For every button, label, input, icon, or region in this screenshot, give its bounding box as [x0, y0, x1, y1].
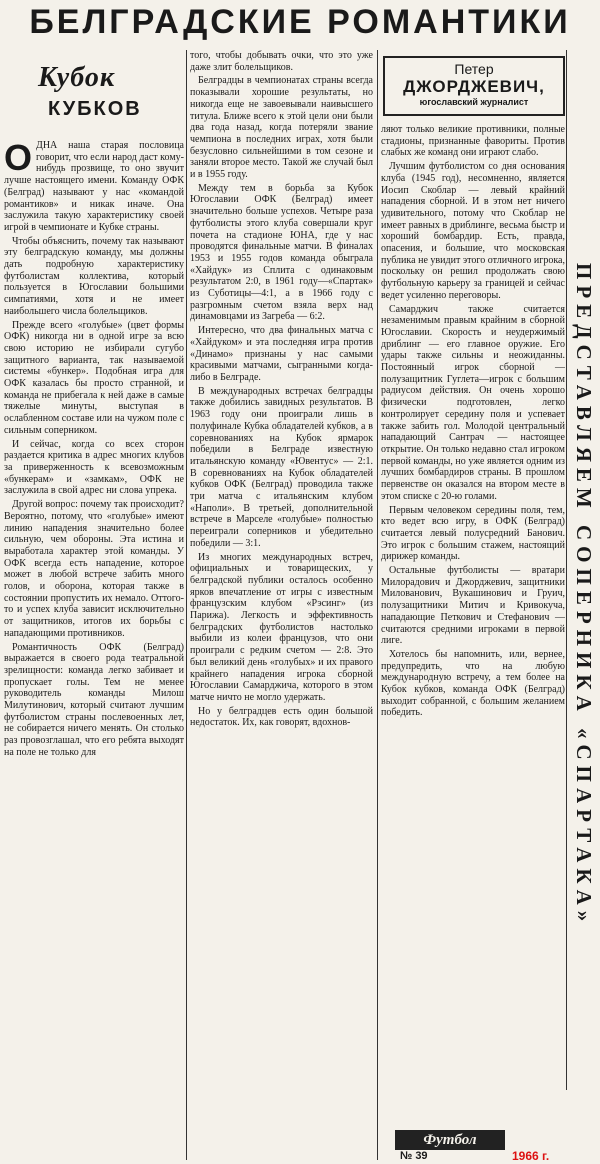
author-first-name: Петер [454, 61, 494, 77]
vertical-heading: ПРЕДСТАВЛЯЕМ СОПЕРНИКА «СПАРТАКА» [572, 262, 596, 928]
rubric-logo [8, 62, 180, 132]
paragraph: ДНА наша старая пословица говорит, что если народ даст кому-нибудь прозвище, то оно звучит лучше настоящего имени. Команду ОФК (Белград) называют у нас «командой романтиков» и никак иначе. Она заслужила такую характеристику своей игрой в чемпионате и Кубке страны. [4, 140, 184, 233]
column-divider [377, 50, 378, 1160]
paragraph: Самарджич также считается незаменимым правым крайним в сборной Югославии. Скорость и неудержимый дриблинг — его главное оружие. Его удары также сильны и неожиданны. Постоянный игрок сборной — полузащитник Гуглета—игрок с большим радиусом действия. Он очень хорошо физически подготовлен, легко контролирует середину поля и успевает также забить гол. Молодой центральный нападающий Сантрач — настоящее открытие. Он только недавно стал игроком первой команды, но уже является одним из лучших бомбардиров страны. В прошлом первенстве он оказался на втором месте в этом списке с 20-ю голами. [381, 303, 565, 502]
paragraph: Но у белградцев есть один большой недостаток. Их, как говорят, вдохнов- [190, 705, 373, 729]
paragraph: Хотелось бы напомнить, или, вернее, предупредить, что на любую международную встречу, а тем более на Кубок кубков, команда ОФК (Белград) выходит собранной, с большим желанием победить. [381, 648, 565, 719]
author-box [383, 56, 565, 116]
paragraph: Остальные футболисты — вратари Милорадович и Джорджевич, защитники Милованович, Вукашинович и Груич, полузащитники Митич и Кривокуча, нападающие Петкович и Стефанович — считаются средними игроками в первой лиге. [381, 565, 565, 647]
paragraph: Белградцы в чемпионатах страны всегда показывали хорошие результаты, но никогда еще не завоевывали наивысшего титула. Ближе всего к этой цели они были два года назад, когда потеряли звание чемпиона в последних играх, хотя были безусловно сильнейшими в том сезоне и заняли второе место. Такой же случай был и в 1955 году. [190, 75, 373, 181]
paragraph: Из многих международных встреч, официальных и товарищеских, у белградской публики осталось особенно ярков впечатление от игры с известным французским клубом «Рэсинг» (из Парижа). Легкость и эффективность белградских футболистов настолько выбили из колеи французов, что они проиграли с редким счетом — 2:8. Это был великий день «голубых» и их правого крайнего нападения игрока сборной Югославии Самарджича, которого в этом матче ничто не могло удержать. [190, 551, 373, 703]
paragraph: ляют только великие противники, полные стадионы, признанные фавориты. Против слабых же команд они играют слабо. [381, 124, 565, 159]
author-role: югославский журналист [419, 97, 529, 107]
paragraph: Другой вопрос: почему так происходит? Вероятно, потому, что «голубые» имеют линию нападения значительно более сильную, чем обороны. Эта истина и выработала характер этой команды. У ОФК всегда есть нападение, которое может в любой встрече забить много голов, и оборона, которая также в состоянии пропустить их немало. Оттого-то и успех клуба зависит исключительно от защитников, итогов их борьбы с нападающими противников. [4, 499, 184, 639]
paragraph: Интересно, что два финальных матча с «Хайдуком» и эта последняя игра против «Динамо» признаны у нас самыми красивыми матчами, сыгранными когда-либо в Белграде. [190, 325, 373, 383]
paragraph: Чтобы объяснить, почему так называют эту белградскую команду, мы должны дать подробную характеристику футболистам коллектива, который пользуется в Югославии большими симпатиями, хотя и не имеет наибольшего числа болельщиков. [4, 235, 184, 317]
paragraph: того, чтобы добывать очки, что это уже даже злит болельщиков. [190, 50, 373, 73]
paragraph: И сейчас, когда со всех сторон раздается критика в адрес многих клубов за приверженность к всевозможным «бункерам» и «замкам», ОФК не заслужила в свой адрес ни слова упрека. [4, 438, 184, 497]
magazine-logo: Футбол [395, 1130, 505, 1150]
column-divider [186, 50, 187, 1160]
article-column-3 [381, 124, 565, 1074]
paragraph: Первым человеком середины поля, тем, кто ведет всю игру, в ОФК (Белград) считается левый полусредний Банович. Это игрок с большим стажем, настоящий дирижер команды. [381, 504, 565, 563]
column-divider [566, 50, 567, 1090]
paragraph: Прежде всего «голубые» (цвет формы ОФК) никогда ни в одной игре за всю свою историю не избирали сугубо защитного варианта, так называемой системы «бункер». Подобная игра для ОФК казалась бы просто странной, и команда не прибегала к ней даже в самые тяжелые минуты, выступая в ослабленном составе или на чужом поле с сильным соперником. [4, 319, 184, 436]
issue-number: № 39 [400, 1150, 428, 1162]
paragraph: В международных встречах белградцы также добились завидных результатов. В 1963 году они проиграли лишь в полуфинале Кубка обладателей кубков, а в соревнованиях на Кубок ярмарок победили в Белграде известную итальянскую команду «Ювентус» — 2:1. В соревнованиях на Кубок обладателей кубков ОФК (Белград) проводила также три матча с итальянским клубом «Наполи». В третьей, дополнительной встрече в Марселе «голубые» полностью переиграли соперников и убедительно победили — 3:1. [190, 385, 373, 549]
rubric-line2: КУБКОВ [48, 98, 142, 120]
paragraph: Между тем в борьба за Кубок Югославии ОФК (Белград) имеет значительно больше успехов. Четыре раза футболисты этого клуба совершали круг почета на стадионе ЮНА, где у нас проводятся финальные матчи. В финалах 1953 и 1955 годов команда обыграла «Хайдук» из Сплита с одинаковым результатом 2:0, в 1961 году—«Спартак» из Суботицы—4:1, а в 1966 году с разгромным счетом взяла верх над динамовцами из Загреба — 6:2. [190, 182, 373, 323]
author-last-name: ДЖОРДЖЕВИЧ, [403, 77, 545, 96]
paragraph: Лучшим футболистом со дня основания клуба (1945 год), несомненно, является Иосип Скоблар — левый крайний нападения сборной. И в этом нет ничего удивительного, потому что Скоблар не имеет равных в дриблинге, весьма быстр и хороший бомбардир. Есть, правда, опасения, и большие, что московская публика не увидит этого отличного игрока, поскольку он решил продолжать свою футбольную карьеру за границей и сейчас ведет усиленно переговоры. [381, 161, 565, 301]
rubric-line1: Кубок [38, 62, 116, 93]
article-column-1 [4, 140, 184, 1160]
article-title: БЕЛГРАДСКИЕ РОМАНТИКИ [29, 3, 571, 41]
drop-cap: О [4, 140, 33, 178]
paragraph: Романтичность ОФК (Белград) выражается в своего рода театральной зрелищности: команда легко забивает и пропускает голы. Тем не менее руководитель команды Милош Милутинович, который считают лучшим футболистом страны послевоенных лет, не собирается ничего менять. Он столько раз провозглашал, что его ребята выходят на поле не только для [4, 641, 184, 758]
article-column-2 [190, 50, 373, 1160]
issue-year: 1966 г. [512, 1149, 550, 1163]
